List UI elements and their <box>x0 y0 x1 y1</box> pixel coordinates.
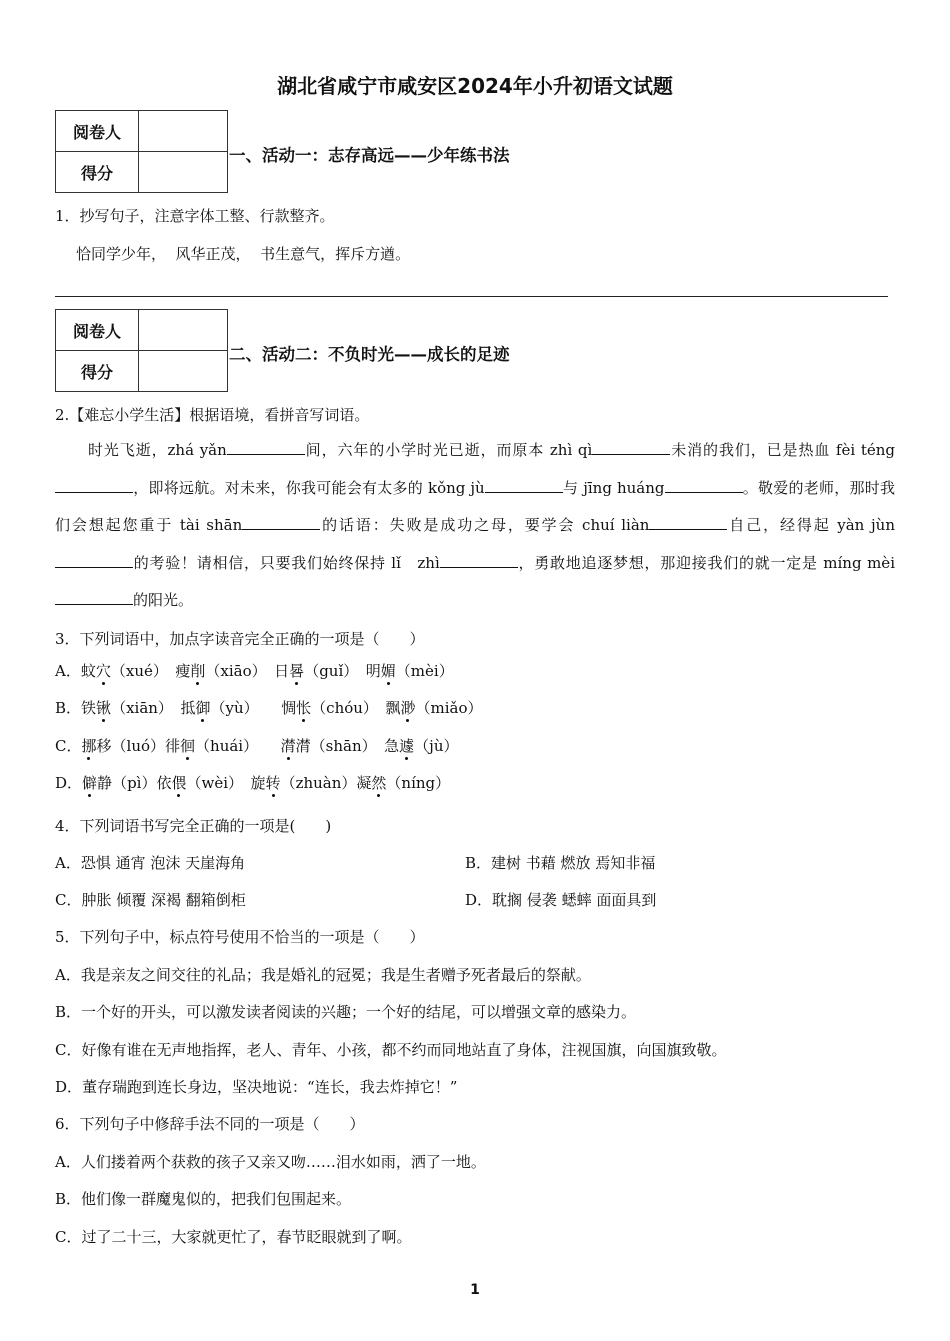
q3-prompt: 3．下列词语中，加点字读音完全正确的一项是（ ） <box>55 630 425 648</box>
reviewer-cell <box>139 310 228 351</box>
blank[interactable] <box>227 440 305 455</box>
q4-prompt: 4．下列词语书写完全正确的一项是( ) <box>55 817 332 835</box>
q5-option-c: C．好像有谁在无声地指挥，老人、青年、小孩，都不约而同地站直了身体，注视国旗，向国旗致敬。 <box>55 1041 727 1059</box>
answer-line <box>55 296 888 297</box>
q6-option-b: B．他们像一群魔鬼似的，把我们包围起来。 <box>55 1190 352 1208</box>
q2-prompt: 2.【难忘小学生活】根据语境，看拼音写词语。 <box>55 406 370 424</box>
q4-option-a: A．恐惧 通宵 泡沫 天崖海角 <box>55 854 246 872</box>
q5-prompt: 5．下列句子中，标点符号使用不恰当的一项是（ ） <box>55 928 425 946</box>
section-heading-2: 二、活动二：不负时光——成长的足迹 <box>229 345 510 364</box>
reviewer-label: 阅卷人 <box>56 111 139 152</box>
q4-option-c: C．肿胀 倾覆 深褐 翻箱倒柜 <box>55 891 246 909</box>
q4-option-b: B．建树 书藉 燃放 焉知非福 <box>465 854 656 872</box>
score-label: 得分 <box>56 351 139 392</box>
blank[interactable] <box>55 553 133 568</box>
q5-option-d: D．董存瑞跑到连长身边，坚决地说：“连长，我去炸掉它！” <box>55 1078 458 1096</box>
q6-option-a: A．人们搂着两个获救的孩子又亲又吻……泪水如雨，洒了一地。 <box>55 1153 486 1171</box>
q6-option-c: C．过了二十三，大家就更忙了，春节眨眼就到了啊。 <box>55 1228 412 1246</box>
page-number: 1 <box>470 1282 480 1298</box>
score-table-1 <box>55 110 228 193</box>
blank[interactable] <box>242 515 320 530</box>
q3-option-a: A．蚊穴（xué） 瘦削（xiāo） 日晷（guǐ） 明媚（mèi） <box>55 662 454 680</box>
score-table-2 <box>55 309 228 392</box>
reviewer-cell <box>139 111 228 152</box>
q3-option-b: B．铁锹（xiān） 抵御（yù） 惆怅（chóu） 飘渺（miǎo） <box>55 699 483 717</box>
q1-prompt: 1．抄写句子，注意字体工整、行款整齐。 <box>55 207 335 225</box>
page-title: 湖北省咸宁市咸安区2024年小升初语文试题 <box>277 74 673 98</box>
q6-prompt: 6．下列句子中修辞手法不同的一项是（ ） <box>55 1115 365 1133</box>
blank[interactable] <box>440 553 518 568</box>
blank[interactable] <box>592 440 670 455</box>
blank[interactable] <box>55 590 133 605</box>
q3-option-c: C．挪移（luó）徘徊（huái） 潸潸（shān） 急遽（jù） <box>55 737 459 755</box>
q5-option-a: A．我是亲友之间交往的礼品；我是婚礼的冠冕；我是生者赠予死者最后的祭献。 <box>55 966 591 984</box>
q3-option-d: D．僻静（pì）依偎（wèi） 旋转（zhuàn）凝然（níng） <box>55 774 451 792</box>
section-heading-1: 一、活动一：志存高远——少年练书法 <box>229 146 510 165</box>
q4-option-d: D．耽搁 侵袭 蟋蟀 面面具到 <box>465 891 657 909</box>
blank[interactable] <box>665 478 743 493</box>
score-label: 得分 <box>56 152 139 193</box>
q2-passage: 时光飞逝，zhá yǎn 间，六年的小学时光已逝，而原本 zhì qì 未消的我们，已是热血 fèi téng，即将远航。对未来，你我可能会有太多的 kǒng jù 与 jīng huáng 。敬爱的老师，那时我们会想起您重于 tài shān 的话语：失败是成功之母，要学会 chuí liàn 自己，经得起 yàn jùn的考验！请相信，只要我们始终保持 lǐ zhì ，勇敢地追逐梦想，那迎接我们的就一定是 míng mèi的阳光。 <box>55 441 895 609</box>
blank[interactable] <box>649 515 727 530</box>
score-cell <box>139 351 228 392</box>
reviewer-label: 阅卷人 <box>56 310 139 351</box>
q1-sentence: 恰同学少年， 风华正茂， 书生意气，挥斥方遒。 <box>76 245 411 263</box>
blank[interactable] <box>485 478 563 493</box>
score-cell <box>139 152 228 193</box>
blank[interactable] <box>55 478 133 493</box>
q5-option-b: B．一个好的开头，可以激发读者阅读的兴趣；一个好的结尾，可以增强文章的感染力。 <box>55 1003 637 1021</box>
